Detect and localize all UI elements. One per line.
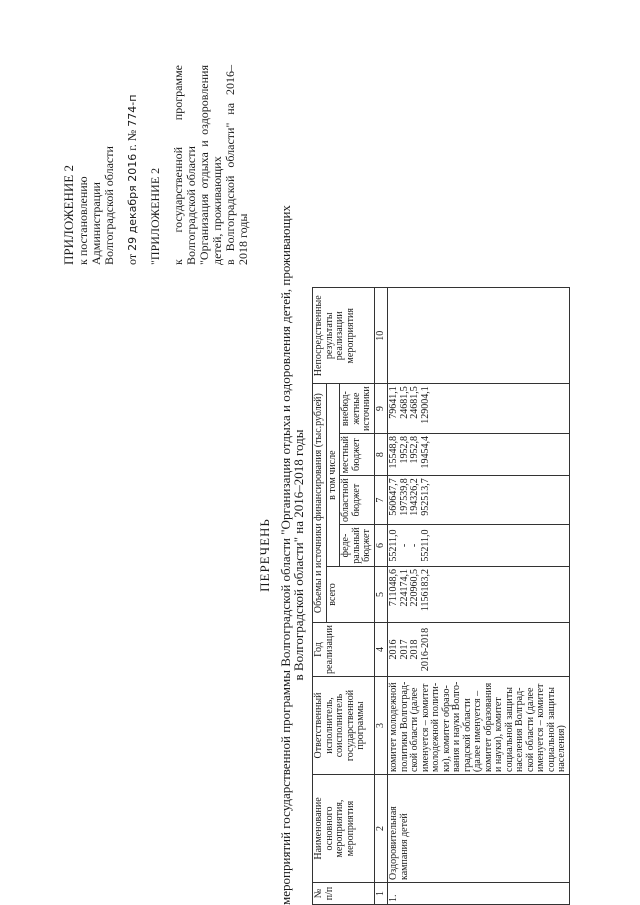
header-local: местный бюджет [340,433,375,475]
total-cell: 220960,5 [409,569,420,607]
header-total: всего [326,567,374,623]
col-number: 10 [374,288,388,384]
heading-title: ПЕРЕЧЕНЬ [257,518,272,592]
col-number: 7 [374,476,388,525]
extra-cell: 79641,1 [388,386,399,419]
appendix-date [126,65,139,265]
number-value: 774-п [126,94,139,127]
row-regional [388,476,570,525]
ref-line-1: к государственной программе Волгоградской области [171,65,198,265]
total-cell: 1156183,2 [419,569,431,612]
appendix-title: ПРИЛОЖЕНИЕ 2 [61,165,76,265]
date-prefix: от [125,253,139,265]
appendix-block [62,65,250,265]
ref-line-3: в Волгоградской области" на 2016–2018 годы [223,65,250,265]
header-row-1 [313,288,327,905]
appendix-quote-title: "ПРИЛОЖЕНИЕ 2 [148,167,162,265]
header-finance: Объемы и источники финансирования (тыс.рублей) [313,384,327,623]
table-row [388,288,570,905]
header-incl: в том числе [326,384,340,567]
header-name: Наименование основного мероприятия, мероприятия [313,775,375,883]
appendix-to-line-2: Администрации [89,182,103,265]
number-label: № [125,129,139,142]
header-federal: феде-ральный бюджет [340,525,375,567]
header-executor: Ответственный исполнитель, соисполнитель государственной программы [313,677,375,775]
date-year-suffix: г. [125,144,139,151]
appendix-to-line-3: Волгоградской области [102,146,116,265]
ref-line-2: "Организация отдыха и оздоровления детей, проживающих [197,65,224,265]
appendix-reference [172,65,250,265]
year-cell: 2017 [398,639,410,660]
header-year: Год реализации [313,623,375,677]
total-cell: 224174,1 [398,569,410,607]
row-extra [388,384,570,434]
row-name: Оздоровительная кампания детей [388,775,570,883]
regional-cell: 197539,8 [398,478,410,516]
row-num: 1. [388,883,570,905]
federal-cell: 55211,0 [388,529,399,562]
federal-cell: - [409,543,420,548]
measures-table [312,287,570,905]
heading-line-2: в Волгоградской области" на 2016–2018 годы [291,429,306,681]
col-number: 4 [374,623,388,677]
regional-cell: 194326,2 [409,478,420,516]
col-number: 8 [374,433,388,475]
regional-cell: 560647,7 [388,478,399,516]
local-cell: 19454,4 [419,435,431,469]
heading-line-1: мероприятий государственной программы Волгоградской области "Организация отдыха и оздоровления детей, проживающих [278,205,293,905]
federal-cell: - [398,543,410,548]
row-total [388,567,570,623]
year-cell: 2016 [388,639,399,660]
extra-cell: 129004,1 [419,386,431,424]
header-num: № п/п [313,883,375,905]
local-cell: 1952,8 [398,435,410,464]
col-number: 3 [374,677,388,775]
header-results: Непосредственные результаты реализации мероприятия [313,288,375,384]
row-executor: комитет молодежной политики Волгоград-ской области (далее именуется – комитет молодежной полити-ки), комитет образо-вания и науки Волго-градской области (далее именуется – комитет образования и науки), комитет социальной защиты населения Волград-ской области (далее именуется – комитет социальной защиты населения) [388,677,570,775]
document-heading [258,205,305,905]
year-cell: 2018 [409,639,420,660]
local-cell: 15548,8 [388,435,399,469]
col-number: 5 [374,567,388,623]
header-regional: областной бюджет [340,476,375,525]
regional-cell: 952513,7 [419,478,431,516]
total-cell: 711048,6 [388,569,399,607]
extra-cell: 24681,5 [409,386,420,419]
header-extra: внебюд-жетные источники [340,384,375,434]
row-local [388,433,570,475]
col-number: 2 [374,775,388,883]
row-federal [388,525,570,567]
row-years [388,623,570,677]
column-number-row [374,288,388,905]
appendix-to-line-1: к постановлению [76,176,90,265]
year-cell: 2016-2018 [419,627,431,672]
local-cell: 1952,8 [409,435,420,464]
col-number: 1 [374,883,388,905]
federal-cell: 55211,0 [419,529,431,562]
row-results [388,288,570,384]
date-value: 29 декабря 2016 [126,153,139,251]
col-number: 9 [374,384,388,434]
extra-cell: 24681,5 [398,386,410,419]
col-number: 6 [374,525,388,567]
